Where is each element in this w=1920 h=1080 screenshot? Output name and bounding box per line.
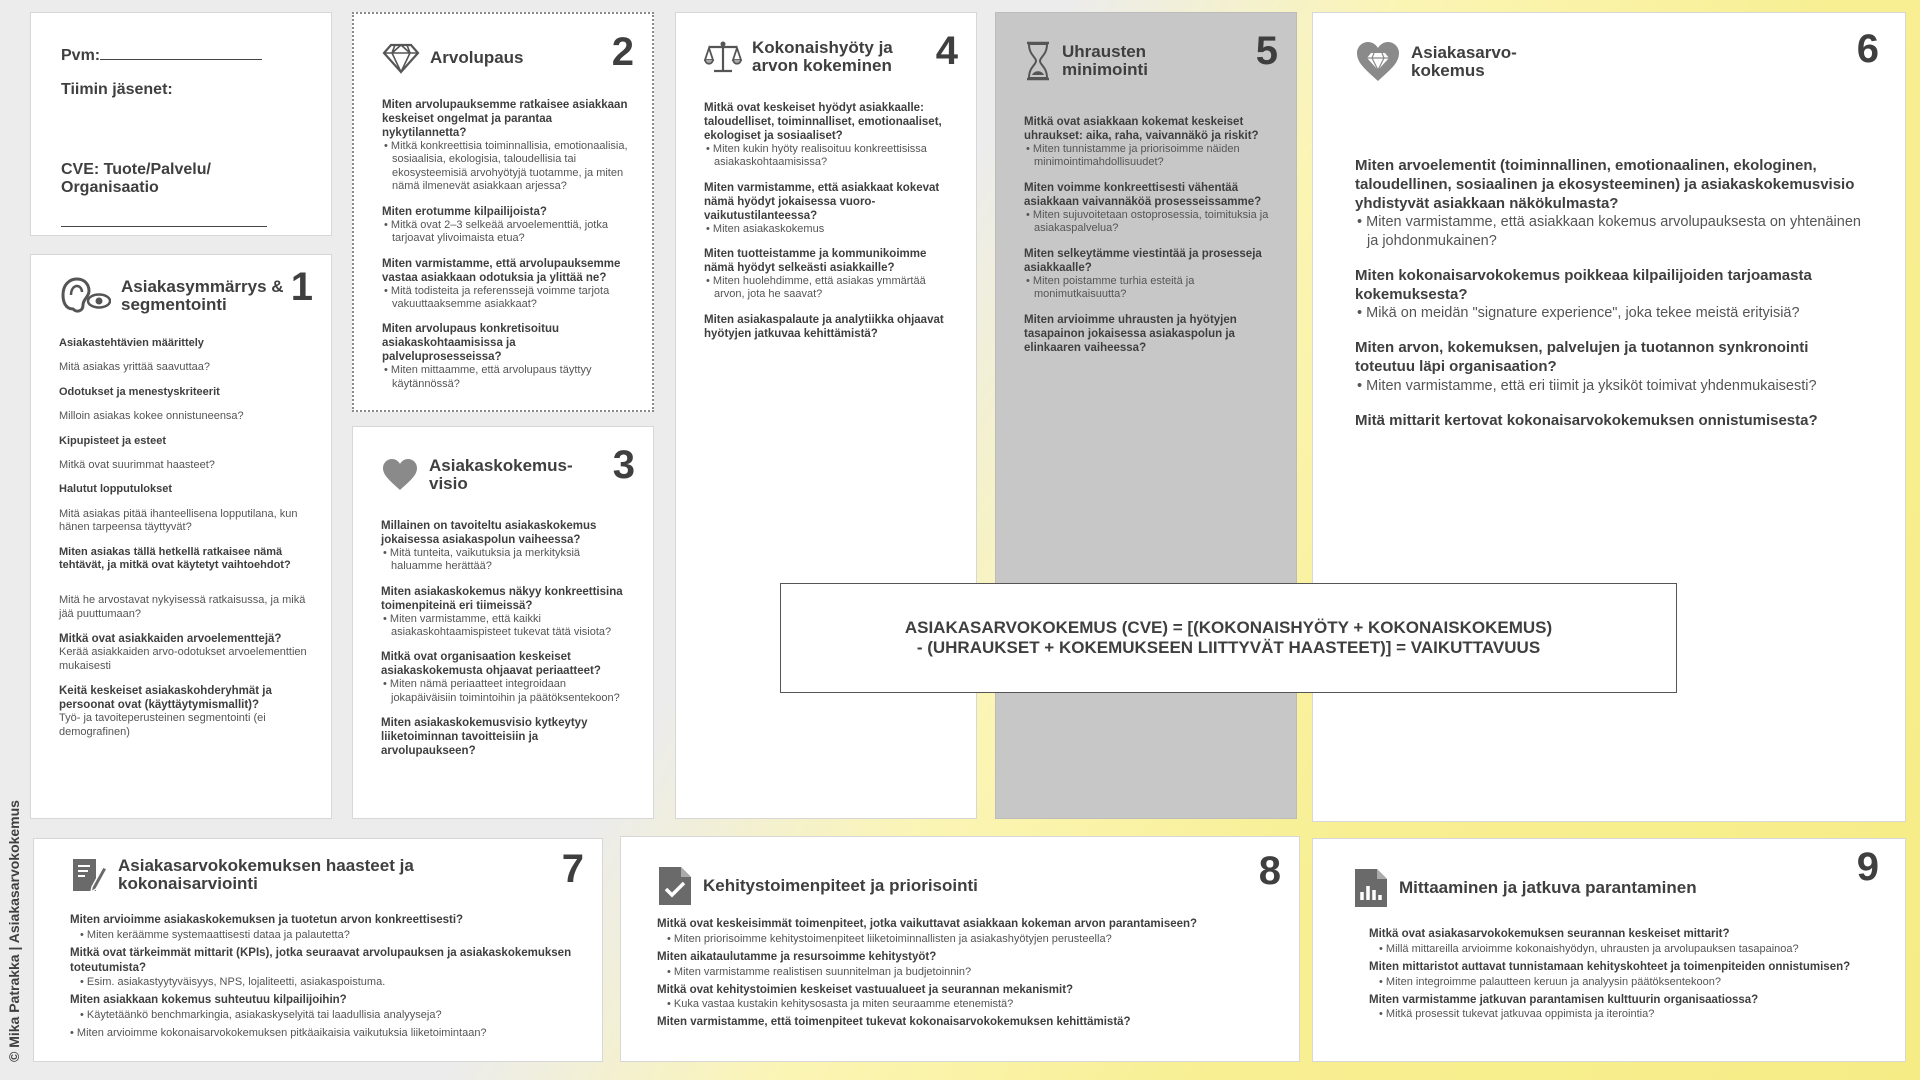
sub-question-text: • Miten asiakaskokemus	[704, 223, 956, 236]
team-label: Tiimin jäsenet:	[61, 81, 173, 98]
document-pen-icon	[70, 855, 108, 895]
credit-text: © Mika Patrakka | Asiakasarvokokemus	[6, 800, 22, 1062]
card-total-benefit	[675, 12, 977, 819]
question-text: Mitkä ovat asiakkaan kokemat keskeiset uhraukset: aika, raha, vaivannäkö ja riskit?	[1024, 116, 1259, 143]
question-text: Miten arvoelementit (toiminnallinen, emotionaalinen, ekologinen, taloudellinen, sosiaalinen ja ekosysteeminen) ja asiakaskokemusvisio yhdistyvät asiakkaan näkökulmasta?	[1355, 157, 1855, 212]
question-text: Mitkä ovat tärkeimmät mittarit (KPIs), jotka seuraavat arvolupauksen ja asiakaskokemuksen toteutumista?	[70, 946, 572, 974]
sub-question-text: • Esim. asiakastyytyväisyys, NPS, lojaliteetti, asiakaspoistuma.	[70, 975, 582, 989]
question-text: Miten arvioimme uhrausten ja hyötyjen tasapainon jokaisessa asiakaspolun ja elinkaaren vaiheessa?	[1024, 313, 1237, 354]
card-text: Työ- ja tavoiteperusteinen segmentointi (ei demografinen)	[59, 712, 266, 738]
card-customer-understanding	[30, 254, 332, 819]
card-content	[381, 519, 633, 770]
sub-question-text: • Miten huolehdimme, että asiakas ymmärtää arvon, jota he saavat?	[704, 275, 956, 302]
card-customer-value-experience	[1312, 12, 1906, 822]
card-last-line: Miten varmistamme, että toimenpiteet tukevat kokonaisarvokokemuksen kehittämistä?	[657, 1016, 1131, 1029]
card-title: Kehitystoimenpiteet ja priorisointi	[703, 876, 978, 896]
date-label: Pvm:	[61, 47, 101, 64]
sub-question-text: • Mitä tunteita, vaikutuksia ja merkityksiä haluamme herättää?	[381, 547, 633, 574]
card-number: 3	[612, 443, 635, 487]
question-text: Miten asiakaskokemusvisio kytkeytyy liiketoiminnan tavoitteisiin ja arvolupaukseen?	[381, 717, 588, 758]
cve-field[interactable]	[61, 226, 267, 227]
checklist-icon	[657, 865, 693, 907]
sub-question-text: • Miten varmistamme, että kaikki asiakaskohtaamispisteet tukevat tätä visiota?	[381, 613, 633, 640]
heart-icon	[381, 458, 419, 492]
card-last-line: • Miten arvioimme kokonaisarvokokemuksen pitkäaikaisia vaikutuksia liiketoimintaan?	[70, 1026, 582, 1040]
question-text: Mitkä ovat asiakasarvokokemuksen seurannan keskeiset mittarit?	[1369, 928, 1730, 940]
info-card	[30, 12, 332, 236]
card-title: Arvolupaus	[430, 48, 524, 68]
question-text: Mitkä ovat kehitystoimien keskeiset vastuualueet ja seurannan mekanismit?	[657, 983, 1074, 996]
card-heading: Odotukset ja menestyskriteerit	[59, 385, 220, 398]
question-text: Miten asiakkaan kokemus suhteutuu kilpailijoihin?	[70, 994, 347, 1007]
question-text: Miten arvolupauksemme ratkaisee asiakkaan keskeiset ongelmat ja parantaa nykytilannetta?	[382, 99, 628, 140]
question-text: Miten mittaristot auttavat tunnistamaan kehityskohteet ja toimenpiteiden onnistumisen?	[1369, 960, 1851, 973]
question-text: Millainen on tavoiteltu asiakaskokemus jokaisessa asiakaspolun vaiheessa?	[381, 519, 597, 546]
card-content	[1024, 115, 1276, 366]
sub-question-text: • Kuka vastaa kustakin kehitysosasta ja miten seuraamme etenemistä?	[657, 997, 1279, 1011]
question-text: Miten arvioimme asiakaskokemuksen ja tuotetun arvon konkreettisesti?	[70, 914, 464, 926]
card-content	[704, 101, 956, 352]
question-text: Mitkä ovat keskeiset hyödyt asiakkaalle: taloudelliset, toiminnalliset, emotionaaliset, ekologiset ja sosiaaliset?	[704, 101, 942, 142]
card-content	[1369, 927, 1885, 1021]
card-value-proposition	[352, 12, 654, 412]
sub-question-text: • Miten tunnistamme ja priorisoimme näiden minimointimahdollisuudet?	[1024, 143, 1276, 170]
sub-question-text: • Miten poistamme turhia esteitä ja monimutkaisuutta?	[1024, 275, 1276, 302]
question-text: Miten erotumme kilpailijoista?	[382, 205, 547, 218]
card-number: 1	[290, 265, 313, 309]
date-field[interactable]	[100, 59, 262, 60]
question-text: Mitkä ovat keskeisimmät toimenpiteet, jotka vaikuttavat asiakkaan kokeman arvon parantamiseen?	[657, 918, 1198, 930]
cve-formula	[780, 583, 1677, 693]
card-title: Asiakasymmärrys & segmentointi	[121, 277, 284, 314]
question-text: Miten selkeytämme viestintää ja prosesseja asiakkaalle?	[1024, 247, 1262, 274]
sub-question-text: • Miten varmistamme, että asiakkaan kokemus arvolupauksesta on yhtenäinen ja johdonmukainen?	[1355, 213, 1865, 251]
diamond-icon	[382, 42, 420, 74]
card-text: Kerää asiakkaiden arvo-odotukset arvoelementtien mukaisesti	[59, 646, 307, 672]
card-number: 9	[1856, 845, 1879, 889]
sub-question-text: • Miten kukin hyöty realisoituu konkreettisissa asiakaskohtaamisissa?	[704, 143, 956, 170]
ear-eye-icon	[59, 275, 111, 317]
sub-question-text: • Miten keräämme systemaattisesti dataa ja palautetta?	[70, 928, 582, 942]
sub-question-text: • Miten nämä periaatteet integroidaan jokapäiväisiin toimintoihin ja päätöksentekoon?	[381, 678, 633, 705]
card-title: Asiakasarvokokemuksen haasteet ja kokonaisarviointi	[118, 856, 414, 893]
question-text: Miten aikataulutamme ja resursoimme kehitystyöt?	[657, 950, 937, 963]
card-heading: Keitä keskeiset asiakaskohderyhmät ja persoonat ovat (käyttäytymismallit)?	[59, 685, 272, 712]
card-content	[382, 98, 632, 391]
sub-question-text: • Miten priorisoimme kehitystoimenpiteet liiketoiminnallisten ja asiakashyötyjen perusteella?	[657, 932, 1279, 946]
card-heading: Mitkä ovat asiakkaiden arvoelementtejä?	[59, 633, 282, 646]
card-sacrifice-minimization	[995, 12, 1297, 819]
card-number: 8	[1258, 849, 1281, 893]
sub-question-text: • Miten sujuvoitetaan ostoprosessia, toimituksia ja asiakaspalvelua?	[1024, 209, 1276, 236]
sub-question-text: • Mikä on meidän "signature experience", joka tekee meistä erityisiä?	[1355, 304, 1865, 323]
sub-question-text: • Miten integroimme palautteen keruun ja analyysin päätöksentekoon?	[1369, 975, 1885, 989]
hourglass-icon	[1024, 41, 1052, 81]
sub-question-text: • Mitkä ovat 2–3 selkeää arvoelementtiä, jotka tarjoavat ylivoimaista etua?	[382, 219, 632, 246]
card-number: 7	[561, 847, 584, 891]
card-title: Uhrausten minimointi	[1062, 42, 1148, 79]
card-heading: Kipupisteet ja esteet	[59, 434, 166, 447]
card-title: Asiakasarvo-kokemus	[1411, 43, 1517, 80]
question-text: Miten asiakaskokemus näkyy konkreettisina toimenpiteinä eri tiimeissä?	[381, 585, 623, 612]
sub-question-text: • Mitä todisteita ja referenssejä voimme tarjota vakuuttaaksemme asiakkaat?	[382, 285, 632, 312]
card-content	[59, 337, 311, 739]
question-text: Miten arvon, kokemuksen, palvelujen ja tuotannon synkronointi toteutuu läpi organisaation?	[1355, 339, 1809, 376]
question-text: Miten kokonaisarvokokemus poikkeaa kilpailijoiden tarjoamasta kokemuksesta?	[1355, 266, 1812, 303]
card-heading: Asiakastehtävien määrittely	[59, 337, 204, 349]
scales-icon	[704, 40, 742, 74]
sub-question-text: • Käytetäänkö benchmarkingia, asiakaskyselyitä tai laadullisia analyyseja?	[70, 1008, 582, 1022]
sub-question-text: • Miten varmistamme, että eri tiimit ja yksiköt toimivat yhdenmukaisesti?	[1355, 377, 1865, 396]
question-text: Mitkä ovat organisaation keskeiset asiakaskokemusta ohjaavat periaatteet?	[381, 651, 601, 678]
sub-question-text: • Miten mittaamme, että arvolupaus täyttyy käytännössä?	[382, 364, 632, 391]
card-text: Mitä asiakas pitää ihanteellisena lopputilana, kun hänen tarpeensa täyttyvät?	[59, 507, 298, 534]
formula-line-2: - (UHRAUKSET + KOKEMUKSEEN LIITTYVÄT HAASTEET)] = VAIKUTTAVUUS	[916, 638, 1541, 657]
question-text: Miten arvolupaus konkretisoituu asiakaskohtaamisissa ja palveluprosesseissa?	[382, 323, 559, 364]
question-text: Miten tuotteistamme ja kommunikoimme nämä hyödyt selkeästi asiakkaille?	[704, 248, 927, 275]
question-text: Mitä mittarit kertovat kokonaisarvokokemuksen onnistumisesta?	[1355, 411, 1818, 429]
card-heading: Miten asiakas tällä hetkellä ratkaisee nämä tehtävät, ja mitkä ovat käytetyt vaihtoehdot?	[59, 545, 291, 572]
card-content	[657, 917, 1279, 1011]
card-content	[70, 913, 582, 1022]
card-measurement	[1312, 838, 1906, 1062]
question-text: Miten varmistamme, että arvolupauksemme vastaa asiakkaan odotuksia ja ylittää ne?	[382, 257, 621, 284]
card-number: 4	[935, 29, 958, 73]
card-title: Mittaaminen ja jatkuva parantaminen	[1399, 878, 1697, 898]
card-number: 6	[1856, 27, 1879, 71]
card-content	[1355, 157, 1865, 446]
sub-question-text: • Mitkä prosessit tukevat jatkuvaa oppimista ja iterointia?	[1369, 1007, 1885, 1021]
card-cx-vision	[352, 426, 654, 819]
card-text: Mitä he arvostavat nykyisessä ratkaisussa, ja mikä jää puuttumaan?	[59, 594, 306, 620]
card-text: Mitkä ovat suurimmat haasteet?	[59, 459, 215, 472]
sub-question-text: • Miten varmistamme realistisen suunnitelman ja budjetoinnin?	[657, 965, 1279, 979]
card-number: 2	[611, 30, 634, 74]
card-challenges-evaluation	[33, 838, 603, 1062]
question-text: Miten varmistamme jatkuvan parantamisen kulttuurin organisaatiossa?	[1369, 993, 1759, 1006]
sub-question-text: • Millä mittareilla arvioimme kokonaishyödyn, uhrausten ja arvolupauksen tasapainoa?	[1369, 942, 1885, 956]
cve-label: CVE: Tuote/Palvelu/ Organisaatio	[61, 161, 211, 197]
card-title: Kokonaishyöty ja arvon kokeminen	[752, 38, 893, 75]
report-chart-icon	[1353, 867, 1389, 909]
formula-line-1: ASIAKASARVOKOKEMUS (CVE) = [(KOKONAISHYÖTY + KOKONAISKOKEMUS)	[904, 618, 1553, 638]
card-text: Mitä asiakas yrittää saavuttaa?	[59, 361, 211, 374]
card-text: Milloin asiakas kokee onnistuneensa?	[59, 410, 244, 423]
card-development-actions	[620, 836, 1300, 1062]
card-number: 5	[1255, 29, 1278, 73]
card-heading: Halutut lopputulokset	[59, 483, 173, 496]
sub-question-text: • Mitkä konkreettisia toiminnallisia, emotionaalisia, sosiaalisia, ekologisia, taloudellisia tai ekosysteemisiä arvohyötyjä tuotamme, ja miten nämä ilmenevät asiakkaan arjessa?	[382, 140, 632, 194]
question-text: Miten asiakaspalaute ja analytiikka ohjaavat hyötyjen jatkuvaa kehittämistä?	[704, 313, 944, 340]
heart-diamond-icon	[1355, 41, 1401, 83]
card-title: Asiakaskokemus-visio	[429, 456, 573, 493]
question-text: Miten varmistamme, että asiakkaat kokevat nämä hyödyt jokaisessa vuoro-vaikutustilanteessa?	[704, 181, 940, 222]
question-text: Miten voimme konkreettisesti vähentää asiakkaan vaivannäköä prosesseissamme?	[1024, 181, 1262, 208]
